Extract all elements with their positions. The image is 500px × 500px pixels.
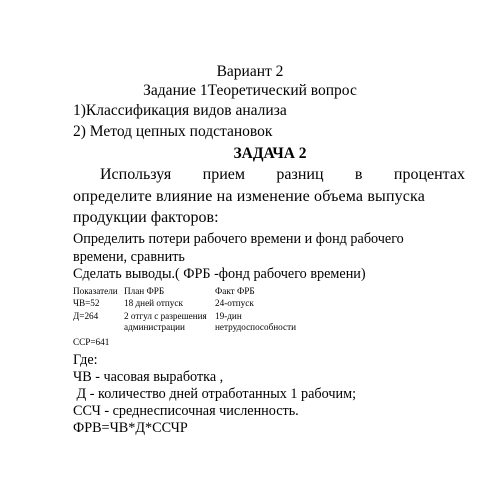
intro-line-1 bbox=[73, 165, 465, 184]
table-header-fact: Факт ФРБ bbox=[215, 286, 255, 296]
question-2: 2) Метод цепных подстановок bbox=[73, 123, 273, 140]
intro-line-3: продукции факторов: bbox=[73, 209, 219, 226]
task1-heading: Задание 1Теоретический вопрос bbox=[143, 82, 357, 99]
task2-title: ЗАДАЧА 2 bbox=[233, 145, 307, 162]
intro-word: Используя bbox=[100, 166, 172, 183]
table-row-3-name: ССР=641 bbox=[73, 337, 110, 347]
definition-2: Д - количество дней отработанных 1 рабочим; bbox=[73, 386, 357, 402]
table-row-2-name: Д=264 bbox=[73, 311, 99, 321]
table-header-indicators: Показатели bbox=[73, 286, 118, 296]
intro-line-2: определите влияние на изменение объема выпуска bbox=[73, 188, 425, 205]
table-row-2-plan-cont: администрации bbox=[124, 322, 185, 332]
table-row-2-plan: 2 отгул с разрешения bbox=[124, 311, 207, 321]
intro-word: процентах bbox=[393, 166, 465, 183]
formula: ФРВ=ЧВ*Д*ССЧР bbox=[73, 420, 188, 436]
intro-word: прием bbox=[202, 166, 245, 183]
definition-1: ЧВ - часовая выработка , bbox=[73, 369, 224, 385]
definition-3: ССЧ - среднесписочная численность. bbox=[73, 403, 299, 419]
table-row-2-fact: 19-дин bbox=[215, 311, 242, 321]
table-header-plan: План ФРБ bbox=[124, 286, 165, 296]
table-row-1-name: ЧВ=52 bbox=[73, 298, 100, 308]
intro-word: разниц bbox=[276, 166, 324, 183]
variant-heading: Вариант 2 bbox=[216, 63, 284, 80]
table-row-1-plan: 18 дней отпуск bbox=[124, 298, 183, 308]
table-row-1-fact: 24-отпуск bbox=[215, 298, 254, 308]
intro-word: в bbox=[354, 166, 363, 183]
question-1: 1)Классификация видов анализа bbox=[73, 102, 287, 119]
where-label: Где: bbox=[73, 352, 98, 368]
task-line-2: времени, сравнить bbox=[73, 249, 185, 265]
task-line-1: Определить потери рабочего времени и фонд рабочего bbox=[73, 231, 404, 247]
table-row-2-fact-cont: нетрудоспособности bbox=[215, 322, 297, 332]
conclusion-line: Сделать выводы.( ФРБ -фонд рабочего времени) bbox=[73, 266, 366, 282]
